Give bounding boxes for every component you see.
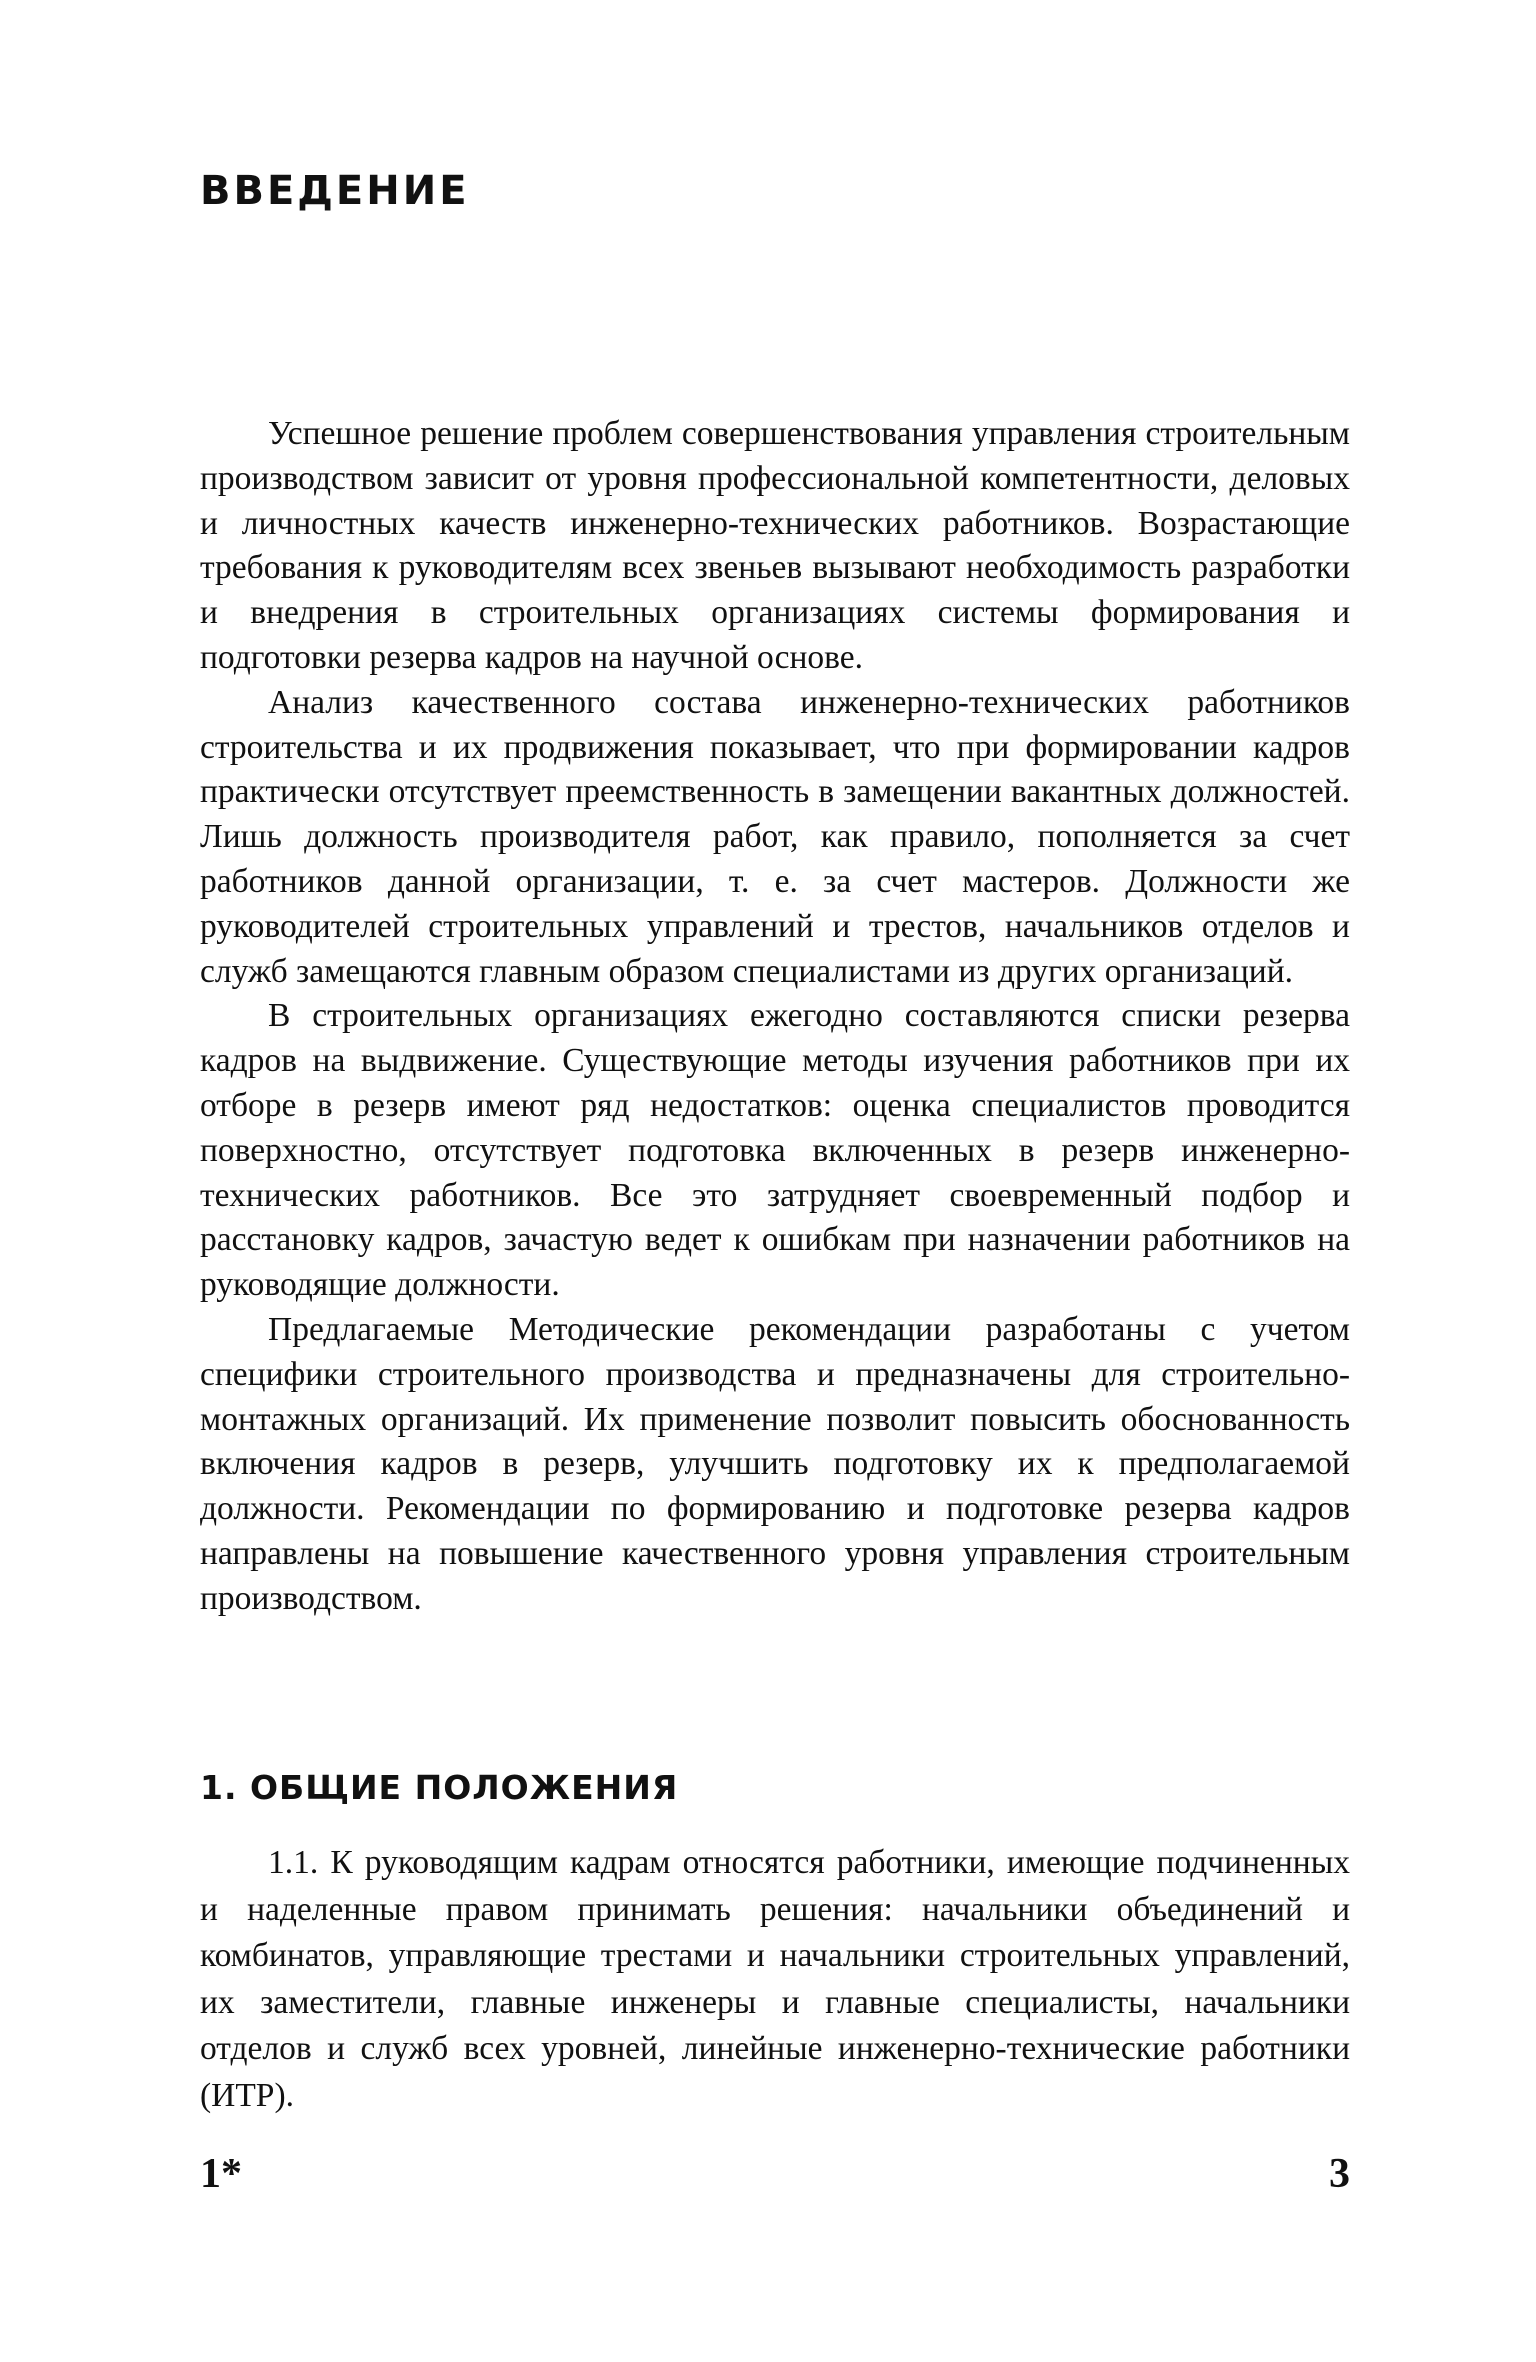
page-number: 3 bbox=[1329, 2151, 1350, 2197]
intro-text bbox=[200, 412, 1350, 1622]
paragraph: 1.1. К руководящим кадрам относятся работники, имеющие подчиненных и наделенные правом принимать решения: начальники объединений и комбинатов, управляющие трестами и начальники строительных управлений, их заместители, главные инженеры и главные специалисты, начальники отделов и служб всех уровней, линейные инженерно-технические работники (ИТР). bbox=[200, 1844, 1350, 2114]
section-heading: 1. ОБЩИЕ ПОЛОЖЕНИЯ bbox=[200, 1768, 679, 1807]
paragraph: В строительных организациях ежегодно составляются списки резерва кадров на выдвижение. Существующие методы изучения работников при их отборе в резерв имеют ряд недостатков: оценка специалистов проводится поверхностно, отсутствует подготовка включенных в резерв инженерно-технических работников. Все это затрудняет своевременный подбор и расстановку кадров, зачастую ведет к ошибкам при назначении работников на руководящие должности. bbox=[200, 997, 1350, 1304]
document-page bbox=[200, 0, 1350, 2362]
paragraph: Успешное решение проблем совершенствования управления строительным производством зависит от уровня профессиональной компетентности, деловых и личностных качеств инженерно-технических работников. Возрастающие требования к руководителям всех звеньев вызывают необходимость разработки и внедрения в строительных организациях системы формирования и подготовки резерва кадров на научной основе. bbox=[200, 415, 1350, 676]
page-title: ВВЕДЕНИЕ bbox=[200, 168, 470, 214]
paragraph: Анализ качественного состава инженерно-технических работников строительства и их продвижения показывает, что при формировании кадров практически отсутствует преемственность в замещении вакантных должностей. Лишь должность производителя работ, как правило, пополняется за счет работников данной организации, т. е. за счет мастеров. Должности же руководителей строительных управлений и трестов, начальников отделов и служб замещаются главным образом специалистами из других организаций. bbox=[200, 683, 1350, 990]
paragraph: Предлагаемые Методические рекомендации разработаны с учетом специфики строительного производства и предназначены для строительно-монтажных организаций. Их применение позволит повысить обоснованность включения кадров в резерв, улучшить подготовку их к предполагаемой должности. Рекомендации по формированию и подготовке резерва кадров направлены на повышение качественного уровня управления строительным производством. bbox=[200, 1310, 1350, 1617]
section-text bbox=[200, 1840, 1350, 2119]
signature-mark: 1* bbox=[200, 2151, 242, 2197]
